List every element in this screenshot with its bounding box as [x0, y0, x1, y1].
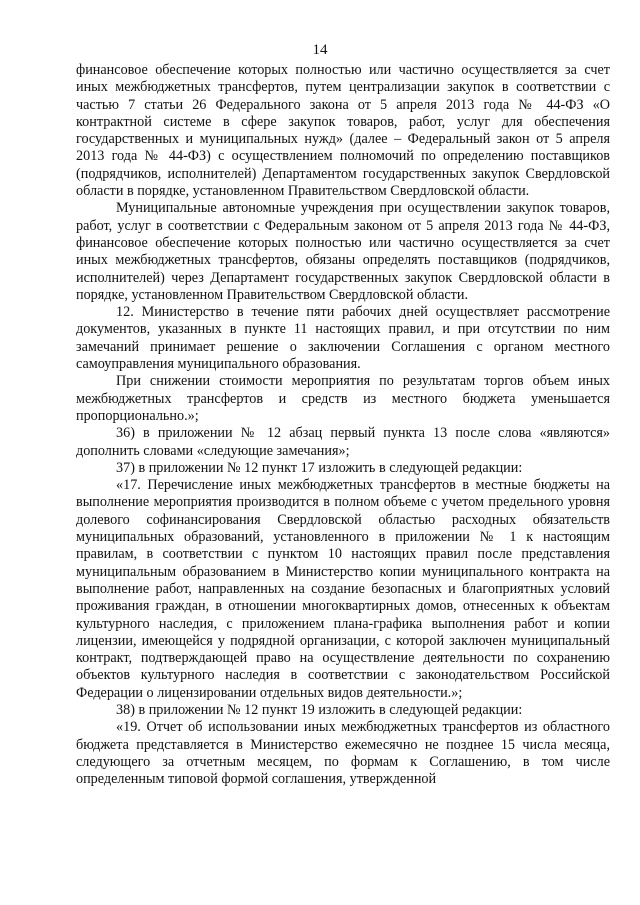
page-number: 14 [312, 42, 328, 58]
paragraph-item-38: 38) в приложении № 12 пункт 19 изложить в следующей редакции: [116, 701, 523, 718]
paragraph-autonomous-institutions: Муниципальные автономные учреждения при осуществлении закупок товаров, работ, услуг в соответствии с Федеральным законом от 5 апреля 2013 года № 44-ФЗ, финансовое обеспечение которых полностью или частично осуществляется за счет иных межбюджетных трансфертов, обязаны определять поставщиков (подрядчиков, исполнителей) через Департамент государственных закупок Свердловской области в порядке, установленном Правительством Свердловской области. [76, 200, 610, 303]
document-body [76, 62, 610, 788]
paragraph-point-17: «17. Перечисление иных межбюджетных трансфертов в местные бюджеты на выполнение мероприятия производится в полном объеме с учетом предельного уровня долевого софинансирования Свердловской областью расходных обязательств муниципальных образований, установленного в приложении № 1 к настоящим правилам, в соответствии с пунктом 10 настоящих правил после представления муниципальным образованием в Министерство копии муниципального контракта на выполнение работ, направленных на создание безопасных и благоприятных условий проживания граждан, в отношении многоквартирных домов, отнесенных к объектам культурного наследия, с приложением плана-графика выполнения работ и копии лицензии, имеющейся у подрядной организации, с которой заключен муниципальный контракт, подтверждающей право на осуществление деятельности по сохранению объектов культурного наследия в соответствии с законодательством Российской Федерации о лицензировании отдельных видов деятельности.»; [76, 477, 610, 701]
paragraph-cost-reduction: При снижении стоимости мероприятия по результатам торгов объем иных межбюджетных трансфертов и средств из местного бюджета уменьшается пропорционально.»; [76, 373, 610, 424]
paragraph-item-12: 12. Министерство в течение пяти рабочих дней осуществляет рассмотрение документов, указанных в пункте 11 настоящих правил, и при отсутствии по ним замечаний принимает решение о заключении Соглашения с органом местного самоуправления муниципального образования. [76, 304, 610, 373]
paragraph-continuation: финансовое обеспечение которых полностью или частично осуществляется за счет иных межбюджетных трансфертов, путем централизации закупок в соответствии с частью 7 статьи 26 Федерального закона от 5 апреля 2013 года № 44-ФЗ «О контрактной системе в сфере закупок товаров, работ, услуг для обеспечения государственных и муниципальных нужд» (далее – Федеральный закон от 5 апреля 2013 года № 44-ФЗ) с осуществлением полномочий по определению поставщиков (подрядчиков, исполнителей) Департаментом государственных закупок Свердловской области в порядке, установленном Правительством Свердловской области. [76, 62, 610, 200]
paragraph-item-37: 37) в приложении № 12 пункт 17 изложить в следующей редакции: [116, 459, 523, 476]
paragraph-item-36: 36) в приложении № 12 абзац первый пункта 13 после слова «являются» дополнить словами «следующие замечания»; [76, 425, 610, 459]
paragraph-point-19: «19. Отчет об использовании иных межбюджетных трансфертов из областного бюджета представляется в Министерство ежемесячно не позднее 15 числа месяца, следующего за отчетным месяцем, по формам к Соглашению, в том числе определенным типовой формой соглашения, утвержденной [76, 719, 610, 788]
